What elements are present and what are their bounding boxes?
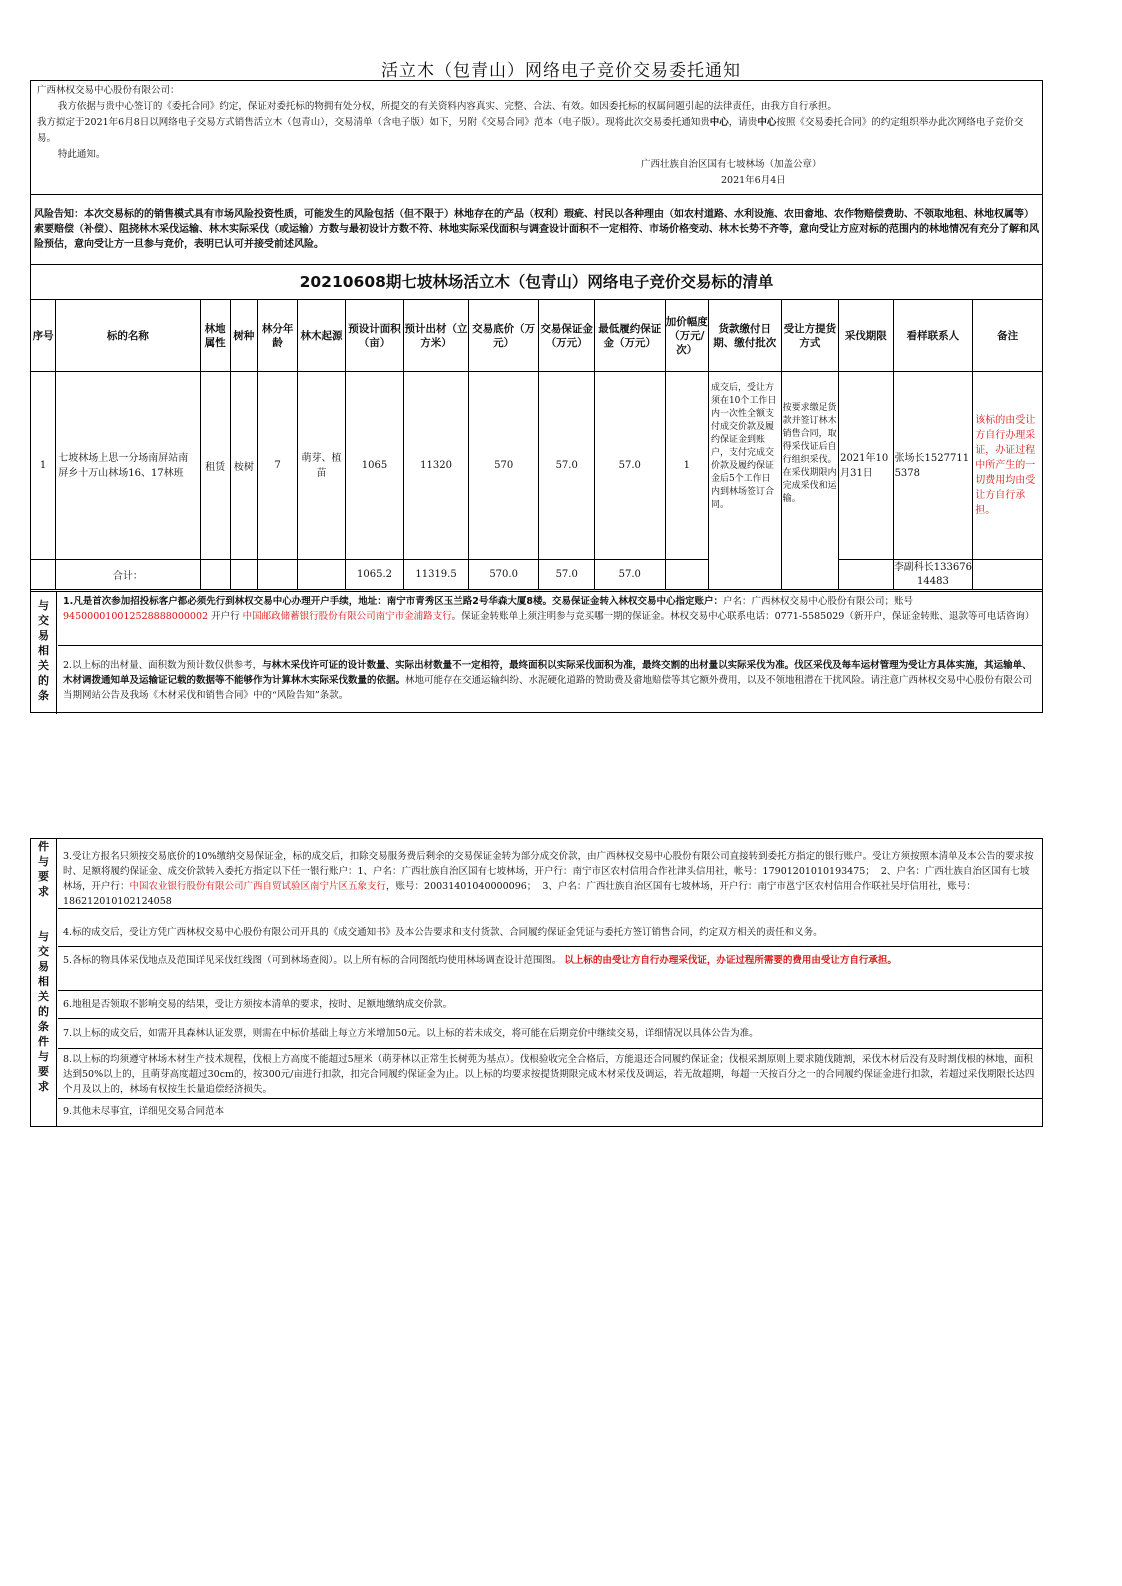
cell-price: 570 [468,372,539,560]
cell-period: 2021年10月31日 [839,372,893,560]
letter-closing: 特此通知。 [57,149,106,160]
cell-volume: 11320 [404,372,469,560]
condition-5: 5.各标的物具体采伐地点及范围详见采伐红线图（可到林场查阅）。以上所有标的合同图纸均使用林场调查设计范围图。 以上标的由受让方自行办理采伐证，办证过程所需要的费用由受让方自行承担。 [58,949,1042,991]
conditions-side-label-continued: 件与要求 与交易相关的条件与要求 [31,839,57,1126]
total-performance-deposit: 57.0 [594,560,665,590]
conditions-side-label: 与交易相关的条 [31,592,57,714]
cell-age: 7 [258,372,298,560]
listing-table [30,299,1043,590]
condition-8: 8.以上标的均须遵守林场木材生产技术规程，伐根上方高度不能超过5厘米（萌芽林以正常生长树蔸为基点）。伐根验收完全合格后，方能退还合同履约保证金；伐根采割原则上要求随伐随割，采伐木材后没有及时割伐根的林地，面积达到50%以上的，且萌芽高度超过30cm的，按300元/亩进行扣款，扣完合同履约保证金为止。以上标的均要求按提货期限完成木材采伐及调运，若无故超期，每超一天按百分之一的合同履约保证金进行扣款，若超过采伐期限长达四个月及以上的，林场有权按生长量追偿经济损失。 [58,1049,1042,1099]
header-cell: 预计出材（立方米） [404,300,469,372]
condition-4: 4.标的成交后，受让方凭广西林权交易中心股份有限公司开具的《成交通知书》及本公告要求和支付货款、合同履约保证金凭证与委托方签订销售合同，约定双方相关的责任和义务。 [58,919,1042,947]
header-cell: 林木起源 [298,300,345,372]
cell-performance-deposit: 57.0 [594,372,665,560]
total-area: 1065.2 [345,560,404,590]
cell-area: 1065 [345,372,404,560]
table-total-row [31,560,1043,590]
cell-deposit: 57.0 [539,372,594,560]
total-volume: 11319.5 [404,560,469,590]
table-header-row [31,300,1043,372]
cell-pickup: 按要求缴足货款并签订林木销售合同，取得采伐证后自行组织采伐。在采伐期限内完成采伐和运输。 [781,372,839,590]
total-price: 570.0 [468,560,539,590]
header-cell: 最低履约保证金（万元） [594,300,665,372]
total-label: 合计： [56,560,200,590]
letter-signer: 广西壮族自治区国有七坡林场（加盖公章） [641,159,822,170]
lower-frame [30,838,1043,1127]
cell-origin: 萌芽、植苗 [298,372,345,560]
conditions-block-1 [31,591,1042,714]
header-cell: 受让方提货方式 [781,300,839,372]
condition-6: 6.地租是否领取不影响交易的结果，受让方须按本清单的要求，按时、足额地缴纳成交价款。 [58,991,1042,1019]
letter-paragraph-2: 我方拟定于2021年6月8日以网络电子交易方式销售活立木（包青山），交易清单（含电子版）如下，另附《交易合同》范本（电子版）。现将此次交易委托通知贵中心，请贵中心按照《交易委托合同》的约定组织举办此次网络电子竞价交易。 [37,117,1024,144]
header-cell: 标的名称 [56,300,200,372]
condition-2: 2.以上标的出材量、面积数为预计数仅供参考，与林木采伐许可证的设计数量、实际出材数量不一定相符，最终面积以实际采伐面积为准，最终交割的出材量以实际采伐为准。伐区采伐及每车运材管理为受让方具体实施，其运输单、木材调拨通知单及运输证记载的数据等不能够作为计算林木实际采伐数量的依据。林地可能存在交通运输纠纷、水泥硬化道路的赞助费及畲地赔偿等其它额外费用，以及不领地租潜在干扰风险。请注意广西林权交易中心股份有限公司当期网站公告及我场《木材采伐和销售合同》中的“风险告知”条款。 [63,660,1033,701]
header-cell: 树种 [230,300,257,372]
cell-remark: 该标的由受让方自行办理采证，办证过程中所产生的一切费用均由受让方自行承担。 [973,372,1043,560]
condition-1: 1.凡是首次参加招投标客户都必须先行到林权交易中心办理开户手续，地址：南宁市青秀区玉兰路2号华森大厦8楼。交易保证金转入林权交易中心指定账户：户名：广西林权交易中心股份有限公司；账号 945000010012528888000002 开户行 中国邮政储蓄银行股份有限公司南宁市金浦路支行。保证金转账单上须注明参与竞买哪一期的保证金。林权交易中心联系电话：0771-5585029（新开户，保证金转账、退款等可电话咨询） [58,592,1042,646]
header-cell: 加价幅度（万元/次） [665,300,708,372]
header-cell: 林分年龄 [258,300,298,372]
total-contact: 李副科长13367614483 [893,560,973,590]
cell-no: 1 [31,372,56,560]
letter-recipient: 广西林权交易中心股份有限公司： [37,85,180,96]
cell-species: 桉树 [230,372,257,560]
header-cell: 货款缴付日期、缴付批次 [708,300,781,372]
cell-name: 七坡林场上思一分场南屏站南屏乡十万山林场16、17林班 [56,372,200,560]
cell-payment: 成交后，受让方须在10个工作日内一次性全额支付成交价款及履约保证金到账户，支付完成交价款及履约保证金后5个工作日内到林场签订合同。 [708,372,781,590]
condition-3: 3.受让方报名只须按交易底价的10%缴纳交易保证金，标的成交后，扣除交易服务费后剩余的交易保证金转为部分成交价款，由广西林权交易中心股份有限公司直接转到委托方指定的银行账户。受让方须按照本清单及本公告的要求按时、足额将履约保证金、成交价款转入委托方指定以下任一银行账户：1、户名：广西壮族自治区国有七坡林场，开户行：南宁市区农村信用合作社津头信用社，帐号：17901201010193475； 2、户名：广西壮族自治区国有七坡林场，开户行：中国农业银行股份有限公司广西自贸试验区南宁片区五象支行，账号：20031401040000096； 3、户名：广西壮族自治区国有七坡林场，开户行：南宁市邕宁区农村信用合作联社吴圩信用社，账号：186212010102124058 [58,847,1042,909]
total-deposit: 57.0 [539,560,594,590]
letter-section [31,81,1042,195]
header-cell: 预设计面积（亩） [345,300,404,372]
header-cell: 交易保证金（万元） [539,300,594,372]
header-cell: 林地属性 [200,300,230,372]
header-cell: 交易底价（万元） [468,300,539,372]
header-cell: 采伐期限 [839,300,893,372]
upper-frame [30,80,1043,713]
list-title: 20210608期七坡林场活立木（包青山）网络电子竞价交易标的清单 [31,264,1042,300]
header-cell: 看样联系人 [893,300,973,372]
cell-increment: 1 [665,372,708,560]
letter-paragraph-1: 我方依据与贵中心签订的《委托合同》约定，保证对委托标的物拥有处分权，所提交的有关资料内容真实、完整、合法、有效。如因委托标的权属问题引起的法律责任，由我方自行承担。 [57,101,837,112]
risk-notice: 风险告知：本次交易标的的销售模式具有市场风险投资性质，可能发生的风险包括（但不限于）林地存在的产品（权利）瑕疵、村民以各种理由（如农村道路、水利设施、农田畲地、农作物赔偿费助、不领取地租、林地权属等）索要赔偿（补偿）、阻挠林木采伐运输、林木实际采伐（或运输）方数与最初设计方数不符、林地实际采伐面积与调查设计面积不一定相符、市场价格变动、林木长势不齐等，意向受让方应对标的范围内的林地情况有充分了解和风险预估，意向受让方一旦参与竞价，表明已认可并接受前述风险。 [34,209,1039,250]
letter-date: 2021年6月4日 [721,175,786,186]
condition-7: 7.以上标的成交后，如需开具森林认证发票，则需在中标价基础上每立方米增加50元。以上标的若未成交，将可能在后期竞价中继续交易，详细情况以具体公告为准。 [58,1019,1042,1049]
header-cell: 备注 [973,300,1043,372]
table-row [31,372,1043,560]
header-cell: 序号 [31,300,56,372]
cell-land: 租赁 [200,372,230,560]
document-title: 活立木（包青山）网络电子竞价交易委托通知 [381,61,741,81]
cell-contact: 张场长15277115378 [893,372,973,560]
condition-9: 9.其他未尽事宜，详细见交易合同范本 [63,1106,225,1117]
